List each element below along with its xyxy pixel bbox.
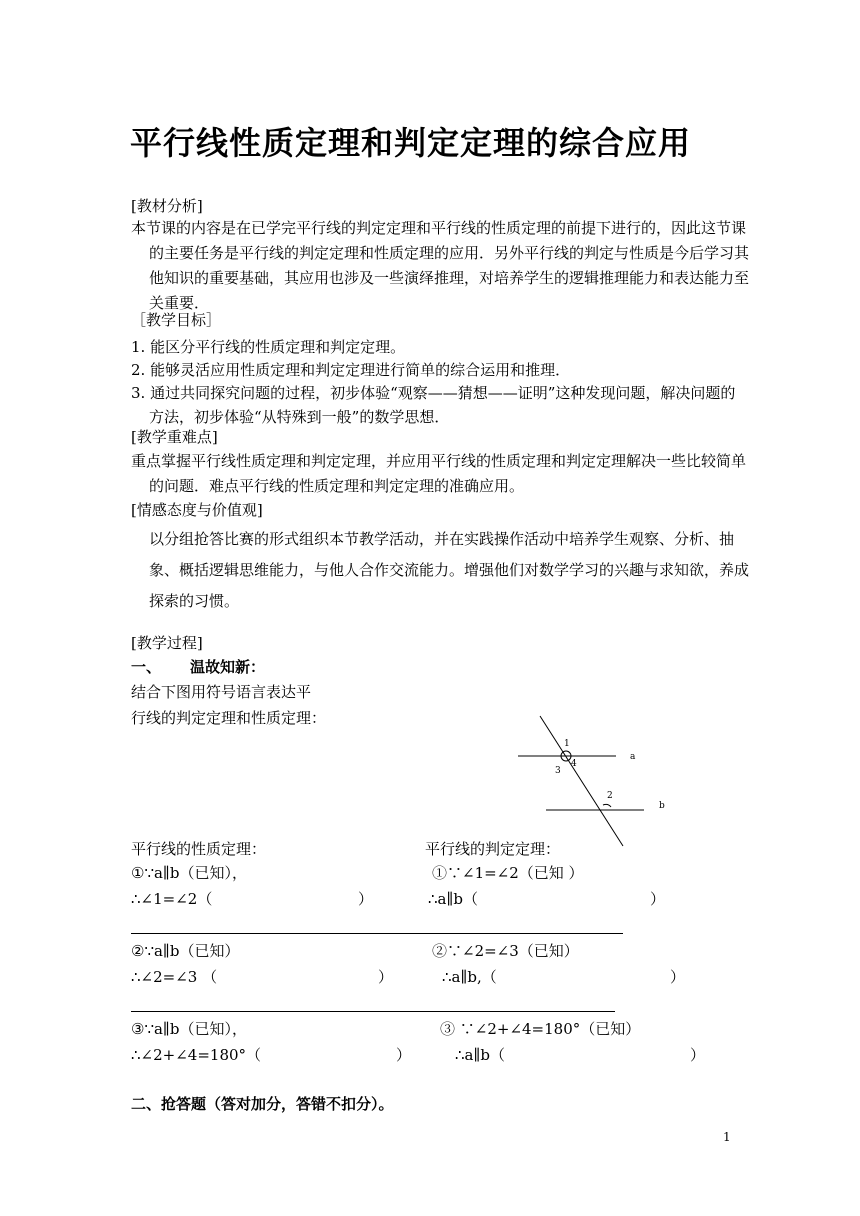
label-a: a [630, 752, 636, 762]
property-close: ） [378, 968, 394, 986]
criterion-close: ） [650, 890, 666, 908]
label-1: 1 [564, 739, 570, 749]
property-close: ） [358, 890, 374, 908]
page-title: 平行线性质定理和判定定理的综合应用 [130, 124, 692, 162]
label-b: b [659, 801, 665, 811]
goal-item: 1. 能区分平行线的性质定理和判定定理。 [131, 338, 406, 356]
property-given: ①∵a∥b（已知）， [131, 864, 247, 882]
property-heading: 平行线的性质定理： [131, 840, 267, 858]
transversal [540, 716, 623, 846]
goals-heading: ［教学目标］ [131, 311, 222, 329]
intro-line: 结合下图用符号语言表达平 [131, 683, 312, 701]
part1-title: 温故知新： [190, 658, 266, 676]
criterion-close: ） [670, 968, 686, 986]
part1-number: 一、 [131, 658, 162, 676]
criterion-conclusion: ∴a∥b（ [455, 1046, 506, 1064]
page-number: 1 [723, 1130, 731, 1144]
criterion-given: ①∵∠1=∠2（已知 ） [432, 864, 584, 882]
property-conclusion: ∴∠2=∠3 （ [131, 968, 218, 986]
parallel-lines-figure [510, 710, 690, 850]
property-close: ） [396, 1046, 412, 1064]
label-4: 4 [571, 759, 577, 769]
label-2: 2 [607, 791, 613, 801]
key-text: 重点掌握平行线性质定理和判定定理，并应用平行线的性质定理和判定定理解决一些比较简单的问题．难点平行线的性质定理和判定定理的准确应用。 [131, 452, 747, 495]
property-conclusion: ∴∠1=∠2（ [131, 890, 213, 908]
intro-line: 行线的判定定理和性质定理： [131, 709, 327, 727]
label-3: 3 [555, 766, 561, 776]
values-heading: [情感态度与价值观] [131, 501, 263, 519]
criterion-heading: 平行线的判定定理： [425, 840, 561, 858]
divider [131, 1011, 615, 1012]
criterion-given: ③ ∵∠2+∠4=180°（已知） [440, 1020, 641, 1038]
property-conclusion: ∴∠2+∠4=180°（ [131, 1046, 262, 1064]
process-heading: [教学过程] [131, 634, 203, 652]
analysis-text: 本节课的内容是在已学完平行线的判定定理和平行线的性质定理的前提下进行的，因此这节课的主要任务是平行线的判定定理和性质定理的应用．另外平行线的判定与性质是今后学习其他知识的重要基础，其应用也涉及一些演绎推理，对培养学生的逻辑推理能力和表达能力至关重要． [131, 219, 750, 312]
criterion-close: ） [690, 1046, 706, 1064]
criterion-given: ②∵∠2=∠3（已知） [432, 942, 579, 960]
key-heading: [教学重难点] [131, 428, 218, 446]
criterion-conclusion: ∴a∥b（ [428, 890, 479, 908]
values-text: 以分组抢答比赛的形式组织本节教学活动，并在实践操作活动中培养学生观察、分析、抽象、概括逻辑思维能力，与他人合作交流能力。增强他们对数学学习的兴趣与求知欲，养成探索的习惯。 [149, 530, 750, 610]
criterion-conclusion: ∴a∥b,（ [442, 968, 497, 986]
analysis-heading: [教材分析] [131, 197, 203, 215]
goal-item: 3. 通过共同探究问题的过程，初步体验“观察——猜想——证明”这种发现问题，解决问题的方法，初步体验“从特殊到一般”的数学思想． [131, 384, 736, 426]
goal-item: 2. 能够灵活应用性质定理和判定定理进行简单的综合运用和推理． [131, 361, 571, 379]
part2-heading: 二、抢答题（答对加分，答错不扣分）。 [131, 1095, 394, 1113]
divider [131, 933, 623, 934]
property-given: ③∵a∥b（已知）， [131, 1020, 247, 1038]
angle-arc-2 [603, 804, 611, 807]
property-given: ②∵a∥b（已知） [131, 942, 240, 960]
